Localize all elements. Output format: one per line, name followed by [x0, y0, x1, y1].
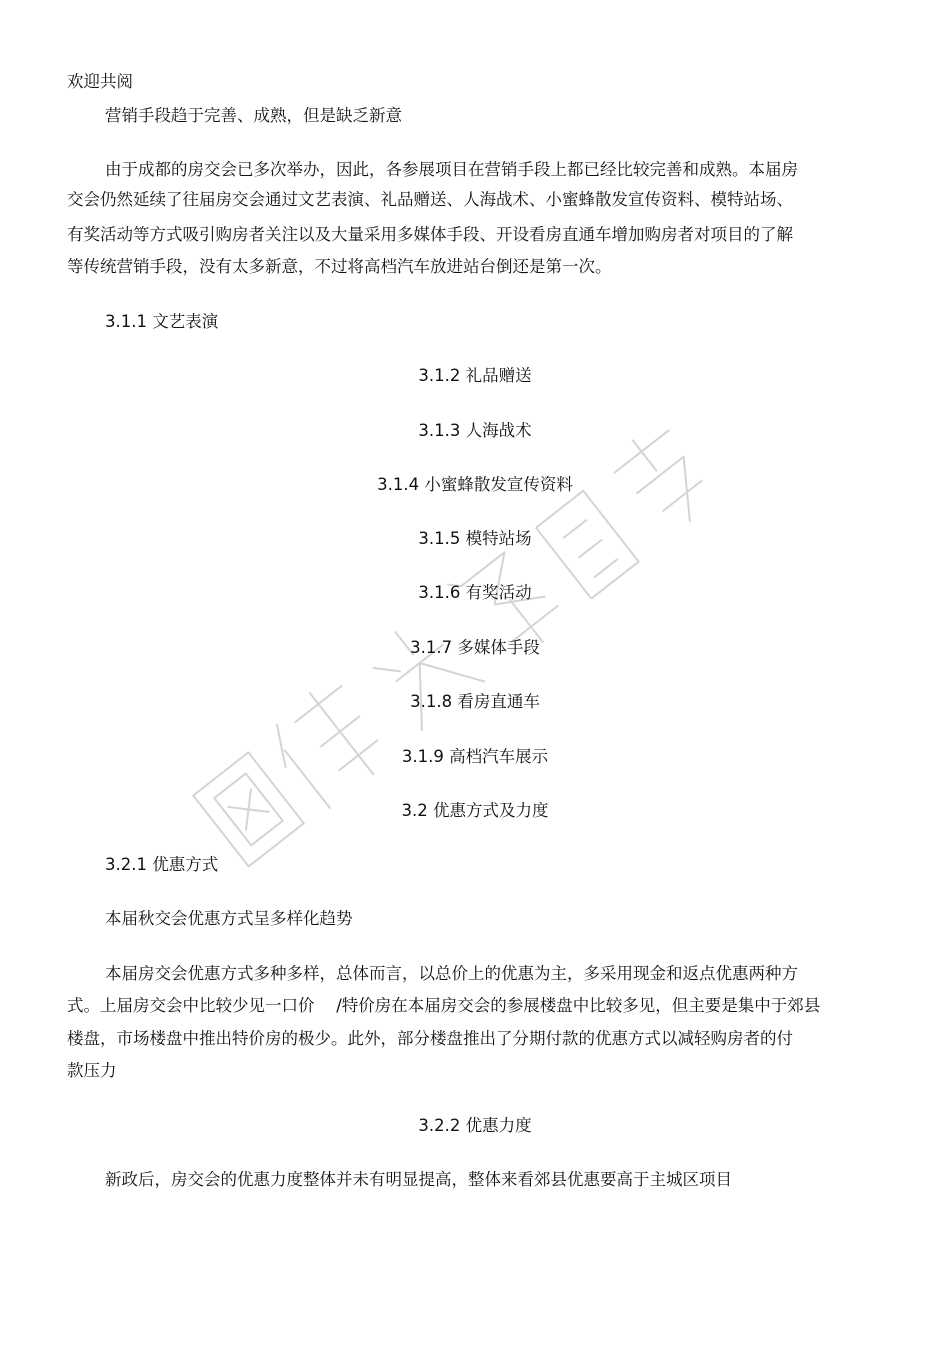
discount-line: 款压力 — [67, 1061, 117, 1080]
section-heading: 营销手段趋于完善、成熟，但是缺乏新意 — [105, 106, 402, 125]
discount-line: 楼盘，市场楼盘中推出特价房的极少。此外，部分楼盘推出了分期付款的优惠方式以减轻购房者的付 — [67, 1029, 793, 1048]
welcome-note: 欢迎共阅 — [67, 72, 133, 91]
intro-line: 有奖活动等方式吸引购房者关注以及大量采用多媒体手段、开设看房直通车增加购房者对项目的了解 — [67, 225, 793, 244]
intro-line: 等传统营销手段，没有太多新意，不过将高档汽车放进站台倒还是第一次。 — [67, 257, 612, 276]
intro-line: 交会仍然延续了往届房交会通过文艺表演、礼品赠送、人海战术、小蜜蜂散发宣传资料、模特站场、 — [67, 190, 793, 209]
heading-3-2: 3.2 优惠方式及力度 — [401, 801, 549, 820]
intro-line: 由于成都的房交会已多次举办，因此，各参展项目在营销手段上都已经比较完善和成熟。本届房 — [105, 160, 798, 179]
heading-3-1-9: 3.1.9 高档汽车展示 — [401, 747, 549, 766]
strength-paragraph: 新政后，房交会的优惠力度整体并未有明显提高，整体来看郊县优惠要高于主城区项目 — [105, 1170, 732, 1189]
heading-3-1-3: 3.1.3 人海战术 — [418, 421, 532, 440]
heading-3-2-1: 3.2.1 优惠方式 — [105, 855, 219, 874]
discount-subheading: 本届秋交会优惠方式呈多样化趋势 — [105, 909, 353, 928]
heading-3-1-2: 3.1.2 礼品赠送 — [418, 366, 532, 385]
heading-3-1-4: 3.1.4 小蜜蜂散发宣传资料 — [377, 475, 573, 494]
heading-3-1-8: 3.1.8 看房直通车 — [410, 692, 540, 711]
discount-line: 式。上届房交会中比较少见一口价 /特价房在本届房交会的参展楼盘中比较多见，但主要是集中于郊县 — [67, 996, 821, 1015]
heading-3-1-5: 3.1.5 模特站场 — [418, 529, 532, 548]
heading-3-1-6: 3.1.6 有奖活动 — [418, 583, 532, 602]
discount-line: 本届房交会优惠方式多种多样，总体而言，以总价上的优惠为主，多采用现金和返点优惠两种方 — [105, 964, 798, 983]
heading-3-1-1: 3.1.1 文艺表演 — [105, 312, 219, 331]
heading-3-2-2: 3.2.2 优惠力度 — [418, 1116, 532, 1135]
heading-3-1-7: 3.1.7 多媒体手段 — [410, 638, 540, 657]
